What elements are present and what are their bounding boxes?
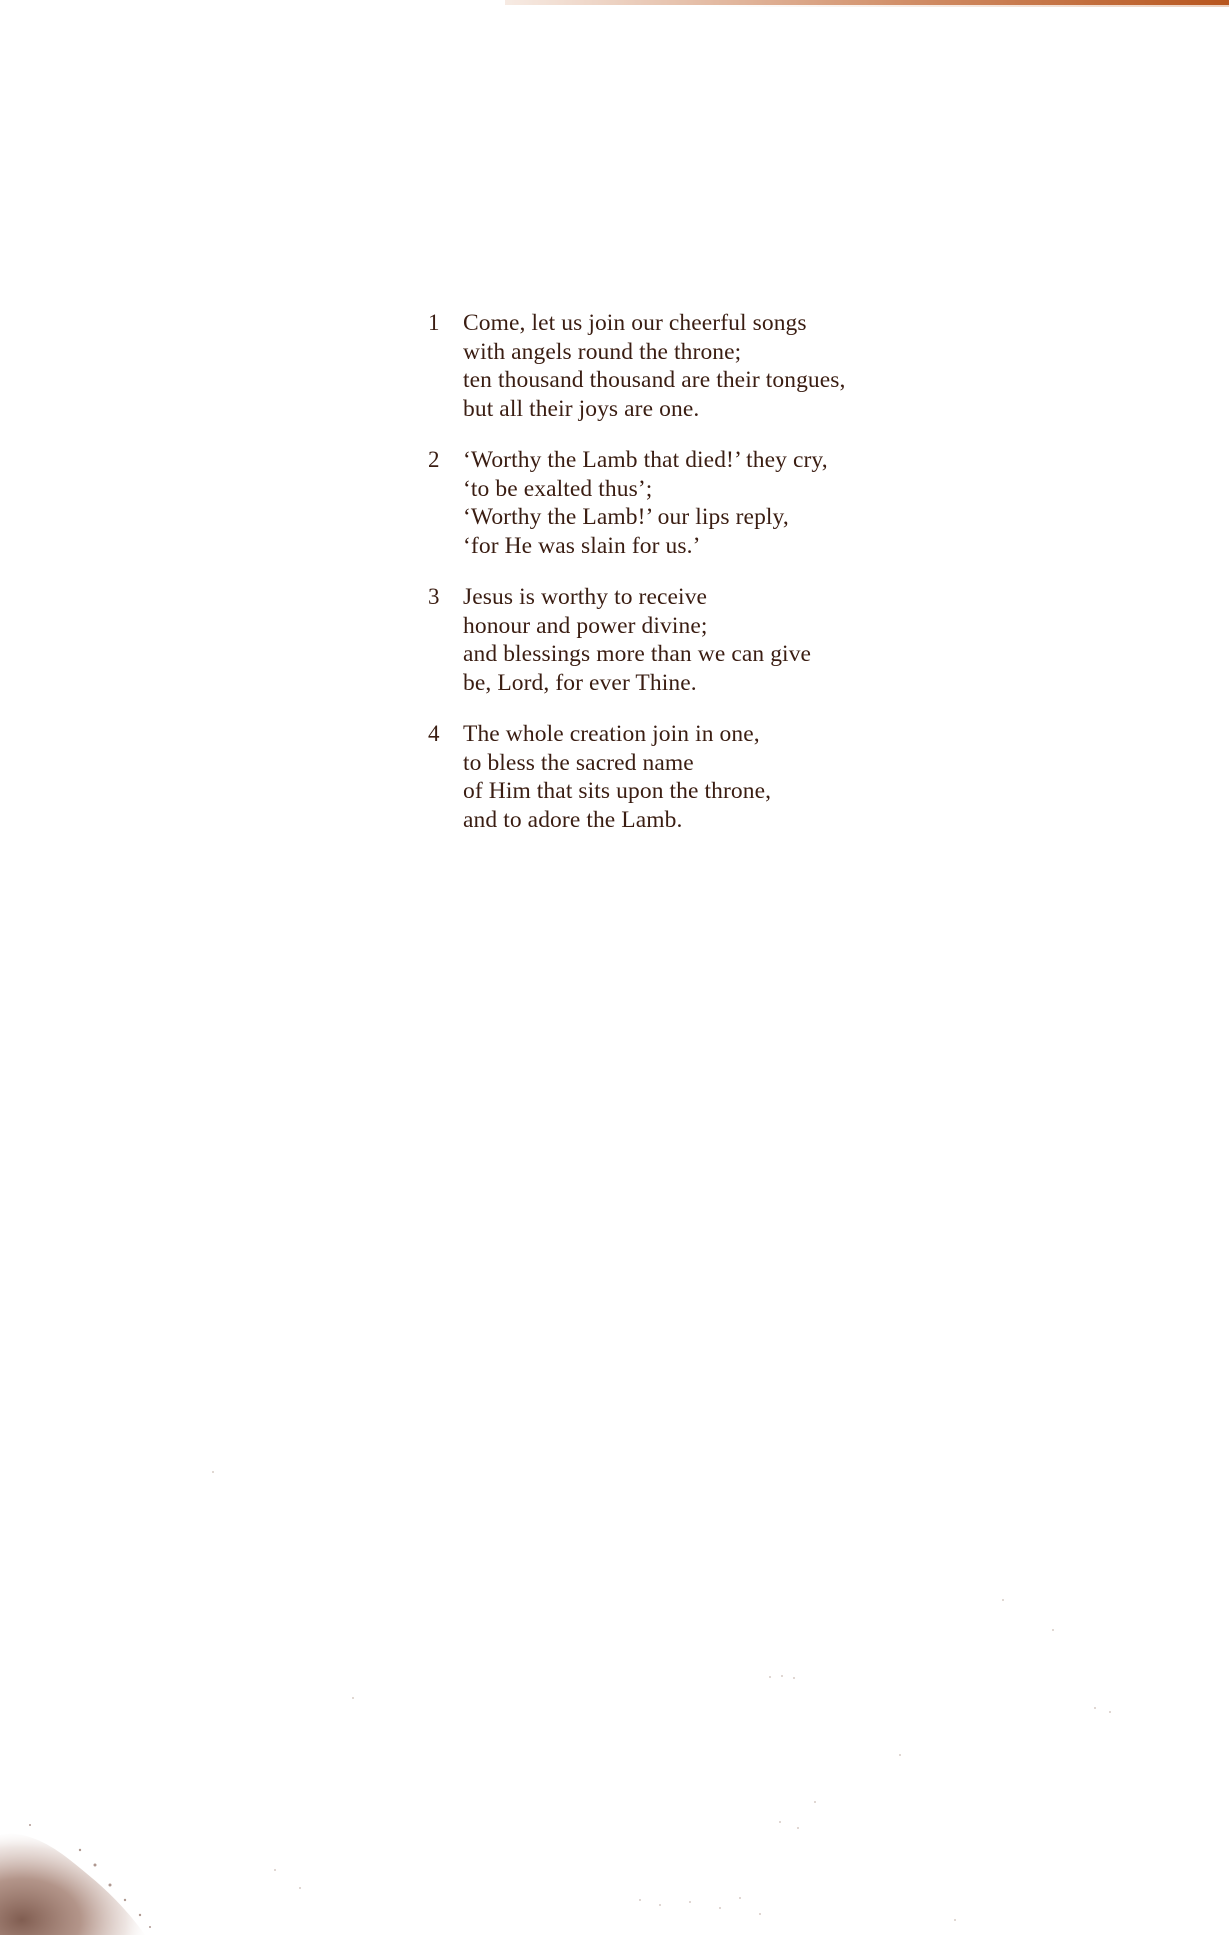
verse-line: ten thousand thousand are their tongues, (463, 367, 846, 393)
verse-line: but all their joys are one. (463, 395, 700, 422)
verse-lines (463, 309, 948, 423)
verse-4 (428, 720, 948, 834)
verse-line: The whole creation join in one, (463, 721, 760, 747)
verse-number: 1 (428, 310, 440, 335)
verse-line: ‘to be exalted thus’; (463, 475, 653, 502)
verse-line: and to adore the Lamb. (463, 806, 683, 833)
verse-line: ‘for He was slain for us.’ (463, 532, 701, 559)
verse-line: ‘Worthy the Lamb!’ our lips reply, (463, 504, 789, 530)
verse-line: Jesus is worthy to receive (463, 584, 708, 610)
verse-line: ‘Worthy the Lamb that died!’ they cry, (463, 447, 828, 473)
verse-3 (428, 583, 948, 697)
hymn-text (428, 309, 948, 857)
verse-2 (428, 446, 948, 560)
verse-number: 4 (428, 721, 440, 746)
corner-stain (0, 1805, 160, 1935)
verse-lines (463, 583, 948, 697)
paper-speckles (0, 1450, 1229, 1935)
verse-line: Come, let us join our cheerful songs (463, 310, 807, 336)
verse-line: and blessings more than we can give (463, 641, 812, 667)
verse-line: to bless the sacred name (463, 749, 694, 776)
verse-lines (463, 446, 948, 560)
verse-line: be, Lord, for ever Thine. (463, 669, 697, 696)
verse-number: 3 (428, 584, 440, 609)
verse-lines (463, 720, 948, 834)
verse-line: honour and power divine; (463, 612, 708, 639)
top-edge-shadow (700, 5, 1229, 7)
verse-number: 2 (428, 447, 440, 472)
verse-line: of Him that sits upon the throne, (463, 778, 772, 804)
verse-line: with angels round the throne; (463, 338, 742, 365)
verse-1 (428, 309, 948, 423)
